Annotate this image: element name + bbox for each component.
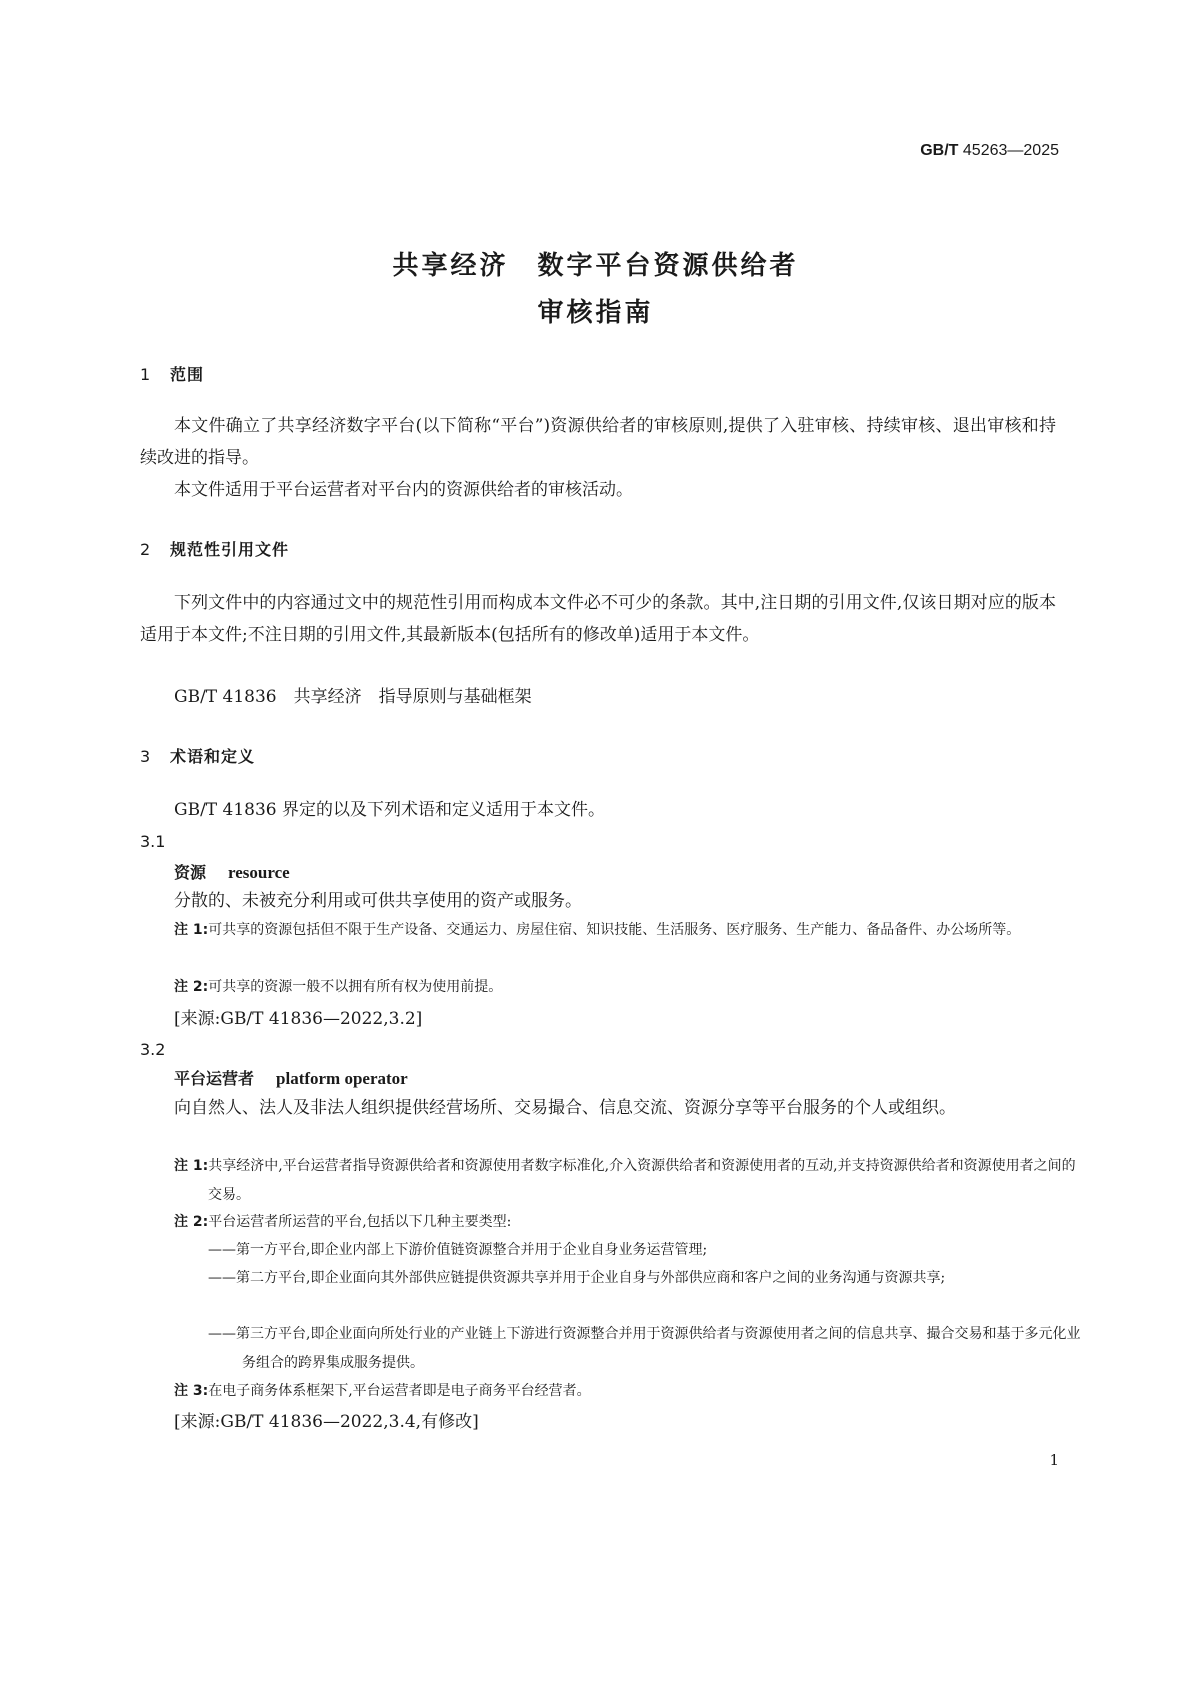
term-zh: 资源 <box>174 863 207 882</box>
standard-prefix: GB/T <box>920 142 959 159</box>
term-en: resource <box>228 863 290 882</box>
term-source: [来源:GB/T 41836—2022,3.4,有修改] <box>174 1412 479 1432</box>
document-title-line2: 审核指南 <box>537 298 654 328</box>
section-title: 规范性引用文件 <box>170 540 290 559</box>
list-item: ——第二方平台,即企业面向其外部供应链提供资源共享并用于企业自身与外部供应商和客户之间的业务沟通与资源共享; <box>208 1270 946 1286</box>
term-definition: 向自然人、法人及非法人组织提供经营场所、交易撮合、信息交流、资源分享等平台服务的个人或组织。 <box>174 1098 956 1118</box>
paragraph: 下列文件中的内容通过文中的规范性引用而构成本文件必不可少的条款。其中,注日期的引用文件,仅该日期对应的版本适用于本文件;不注日期的引用文件,其最新版本(包括所有的修改单)适用于本文件。 <box>140 593 1056 645</box>
section-heading-normative-references <box>140 537 289 560</box>
note-text: 平台运营者所运营的平台,包括以下几种主要类型: <box>208 1214 512 1230</box>
list-item: ——第三方平台,即企业面向所处行业的产业链上下游进行资源整合并用于资源供给者与资源使用者之间的信息共享、撮合交易和基于多元化业务组合的跨界集成服务提供。 <box>208 1326 1081 1371</box>
note-text: 可共享的资源包括但不限于生产设备、交通运力、房屋住宿、知识技能、生活服务、医疗服务、生产能力、备品备件、办公场所等。 <box>208 922 1021 938</box>
section-number: 2 <box>140 540 152 559</box>
paragraph: 本文件确立了共享经济数字平台(以下简称“平台”)资源供给者的审核原则,提供了入驻审核、持续审核、退出审核和持续改进的指导。 <box>140 416 1056 468</box>
term-number: 3.1 <box>140 832 166 851</box>
note-label: 注 1: <box>174 1158 209 1174</box>
note-label: 注 3: <box>174 1383 209 1399</box>
note-text: 共享经济中,平台运营者指导资源供给者和资源使用者数字标准化,介入资源供给者和资源使用者的互动,并支持资源供给者和资源使用者之间的交易。 <box>208 1158 1076 1203</box>
section-heading-scope <box>140 362 204 385</box>
note-label: 注 2: <box>174 1214 209 1230</box>
note <box>174 1377 1054 1406</box>
standard-code <box>920 142 1059 160</box>
note-label: 注 1: <box>174 922 209 938</box>
note <box>174 973 1054 1002</box>
note <box>174 1152 1088 1210</box>
section-title: 范围 <box>170 365 205 384</box>
note-label: 注 2: <box>174 979 209 995</box>
term-definition: 分散的、未被充分利用或可供共享使用的资产或服务。 <box>174 891 582 911</box>
term-entry <box>174 1066 408 1089</box>
document-title-line1: 共享经济 数字平台资源供给者 <box>392 251 799 281</box>
list-item: ——第一方平台,即企业内部上下游价值链资源整合并用于企业自身业务运营管理; <box>208 1242 708 1258</box>
term-entry <box>174 860 290 883</box>
note <box>174 1208 1054 1237</box>
standard-number: 45263—2025 <box>962 142 1059 159</box>
section-heading-terms <box>140 744 255 767</box>
note <box>174 916 1088 945</box>
term-en: platform operator <box>276 1069 408 1088</box>
section-title: 术语和定义 <box>170 747 256 766</box>
section-number: 3 <box>140 747 152 766</box>
paragraph: GB/T 41836 界定的以及下列术语和定义适用于本文件。 <box>174 800 606 820</box>
reference-item: GB/T 41836 共享经济 指导原则与基础框架 <box>174 687 532 707</box>
page-number: 1 <box>1049 1451 1059 1469</box>
term-source: [来源:GB/T 41836—2022,3.2] <box>174 1009 423 1029</box>
note-text: 在电子商务体系框架下,平台运营者即是电子商务平台经营者。 <box>208 1383 591 1399</box>
term-number: 3.2 <box>140 1040 166 1059</box>
section-number: 1 <box>140 365 152 384</box>
paragraph: 本文件适用于平台运营者对平台内的资源供给者的审核活动。 <box>174 480 633 500</box>
term-zh: 平台运营者 <box>174 1069 255 1088</box>
note-text: 可共享的资源一般不以拥有所有权为使用前提。 <box>208 979 503 995</box>
